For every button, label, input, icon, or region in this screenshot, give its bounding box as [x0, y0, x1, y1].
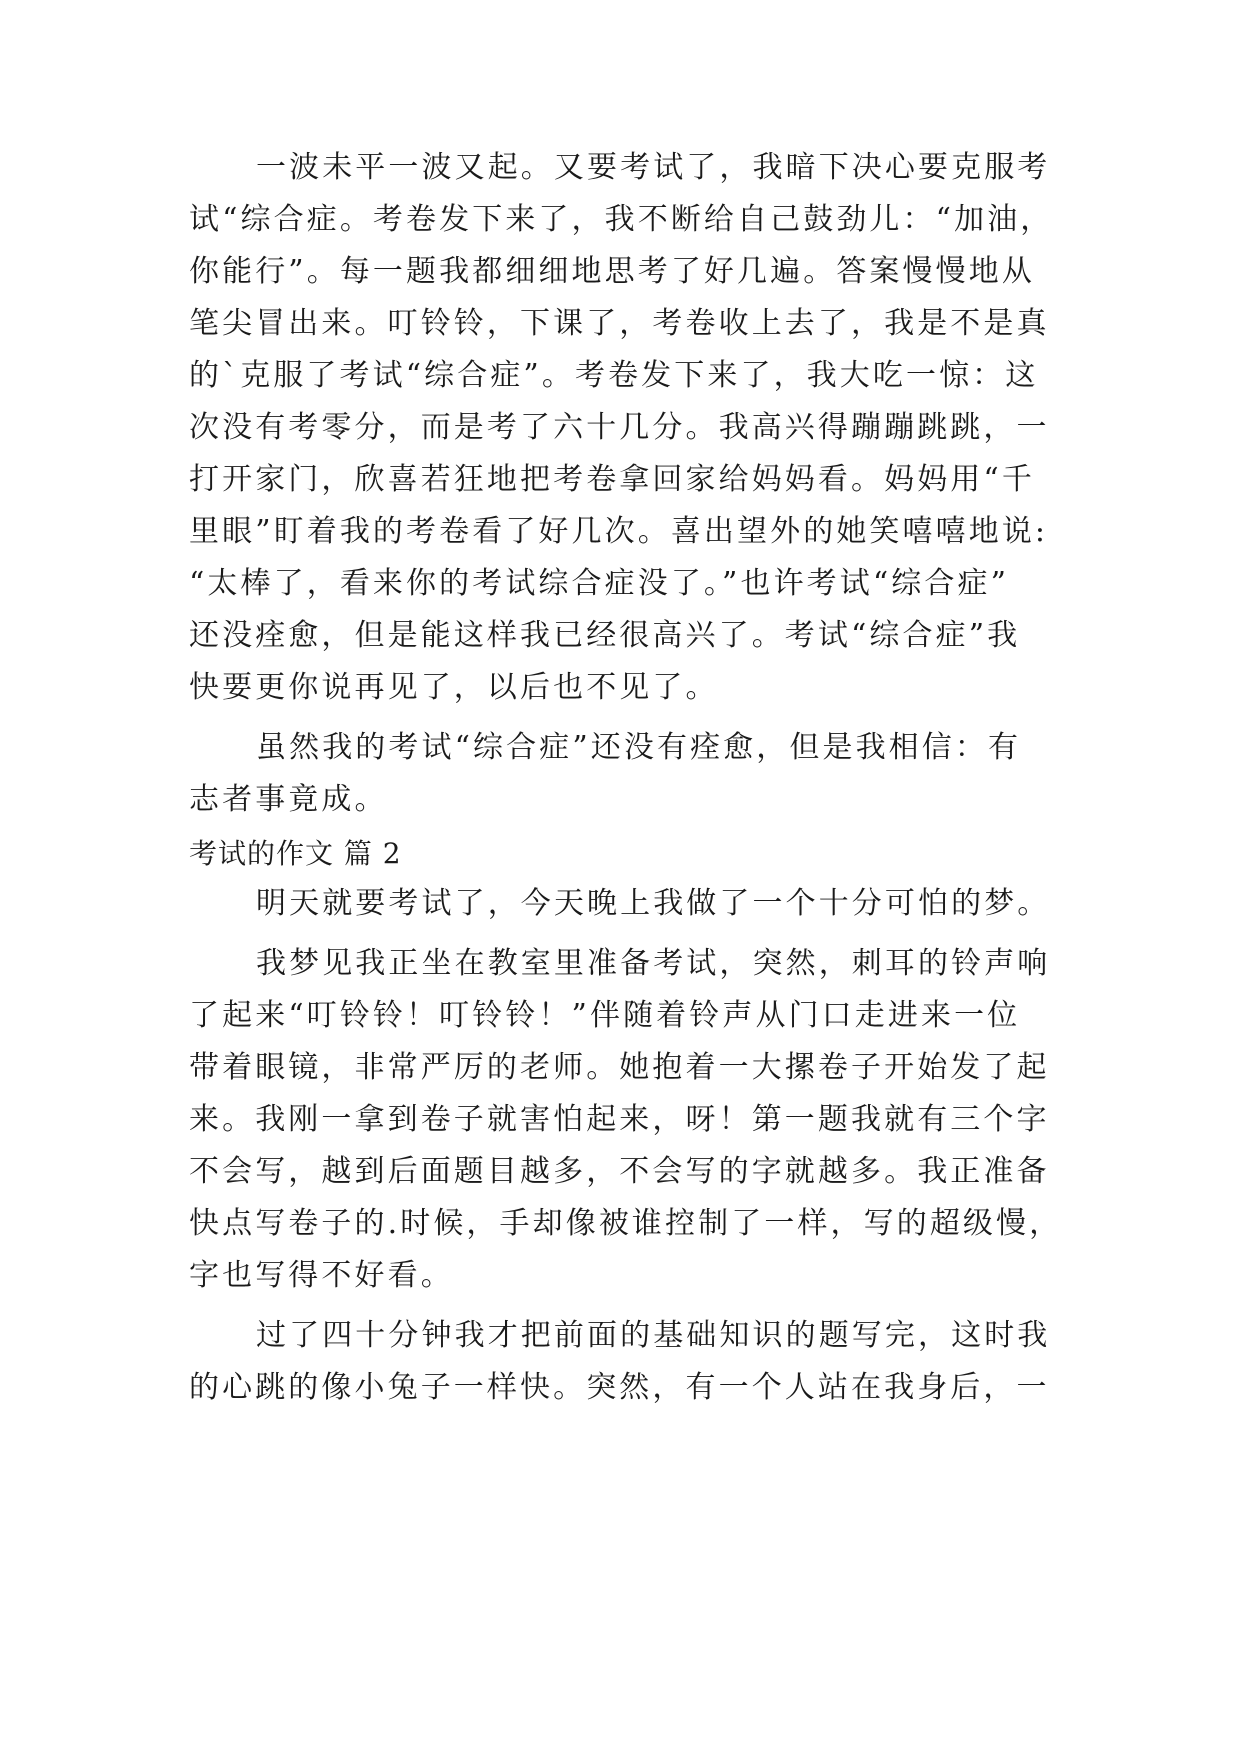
text-line: 一波未平一波又起。又要考试了，我暗下决心要克服考	[256, 150, 1051, 185]
text-line: 过了四十分钟我才把前面的基础知识的题写完，这时我	[256, 1318, 1051, 1353]
text-line: 试“综合症。考卷发下来了，我不断给自己鼓劲儿：“加油，	[189, 202, 1054, 237]
text-line: 志者事竟成。	[189, 782, 388, 817]
text-line: 里眼”盯着我的考卷看了好几次。喜出望外的她笑嘻嘻地说:	[189, 514, 1049, 549]
text-line: 不会写，越到后面题目越多，不会写的字就越多。我正准备	[189, 1154, 1050, 1189]
text-line: 字也写得不好看。	[189, 1258, 454, 1293]
text-line: 带着眼镜，非常严厉的老师。她抱着一大摞卷子开始发了起	[189, 1050, 1050, 1085]
text-line: 的`克服了考试“综合症”。考卷发下来了，我大吃一惊：这	[189, 358, 1039, 393]
text-line: 打开家门，欣喜若狂地把考卷拿回家给妈妈看。妈妈用“千	[189, 462, 1035, 497]
section-heading: 考试的作文 篇 2	[189, 837, 402, 870]
text-line: 笔尖冒出来。叮铃铃，下课了，考卷收上去了，我是不是真	[189, 306, 1050, 341]
text-line: 你能行”。每一题我都细细地思考了好几遍。答案慢慢地从	[189, 254, 1035, 289]
text-line: “太棒了，看来你的考试综合症没了。”也许考试“综合症”	[189, 566, 1010, 601]
text-line: 明天就要考试了，今天晚上我做了一个十分可怕的梦。	[256, 886, 1051, 921]
text-line: 的心跳的像小兔子一样快。突然，有一个人站在我身后，一	[189, 1370, 1050, 1405]
text-line: 虽然我的考试“综合症”还没有痊愈，但是我相信：有	[256, 730, 1022, 765]
text-line: 次没有考零分，而是考了六十几分。我高兴得蹦蹦跳跳，一	[189, 410, 1050, 445]
text-line: 还没痊愈，但是能这样我已经很高兴了。考试“综合症”我	[189, 618, 1021, 653]
text-line: 我梦见我正坐在教室里准备考试，突然，刺耳的铃声响	[256, 946, 1051, 981]
text-line: 快要更你说再见了，以后也不见了。	[189, 670, 719, 705]
text-line: 了起来“叮铃铃！叮铃铃！”伴随着铃声从门口走进来一位	[189, 998, 1021, 1033]
text-line: 快点写卷子的.时候，手却像被谁控制了一样，写的超级慢，	[189, 1206, 1063, 1241]
text-line: 来。我刚一拿到卷子就害怕起来，呀！第一题我就有三个字	[189, 1102, 1050, 1137]
